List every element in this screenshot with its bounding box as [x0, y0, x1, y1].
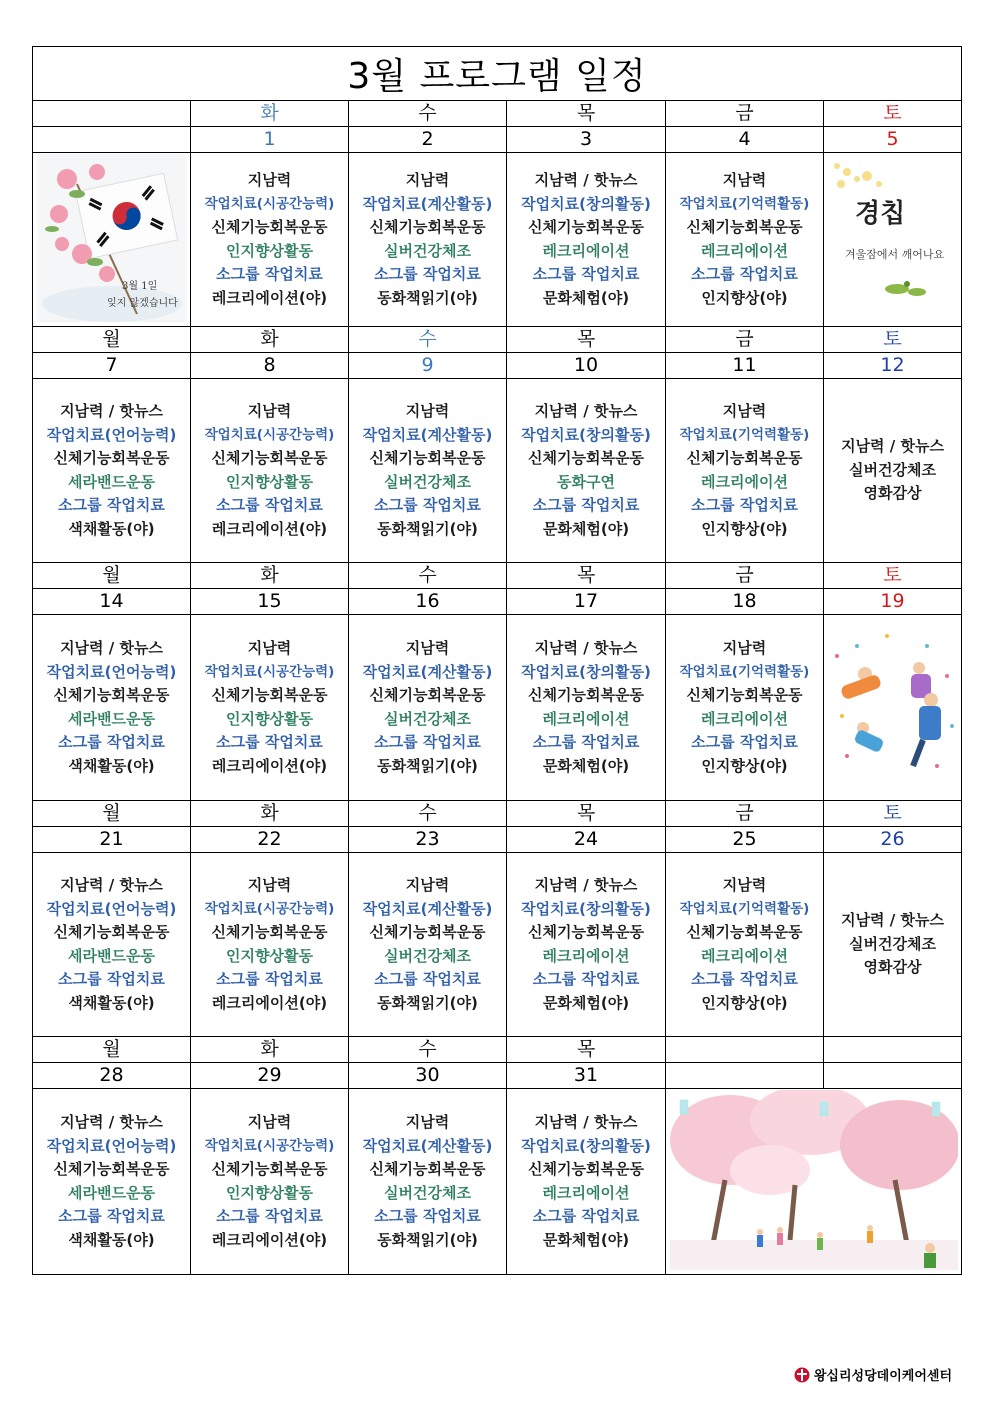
gyeongchip-subtitle: 겨울잠에서 깨어나요 [844, 247, 944, 261]
day-label: 월 [33, 563, 191, 589]
catholic-cross-logo-icon [794, 1367, 810, 1383]
week1-date-row [33, 127, 962, 153]
day-label: 수 [349, 801, 507, 827]
week5-day-header [33, 1037, 962, 1063]
date-number: 8 [191, 353, 349, 379]
date-number: 19 [824, 589, 962, 615]
day-label: 수 [349, 1037, 507, 1063]
schedule-cell-mar17: 지남력 / 핫뉴스 작업치료(창의활동) 신체기능회복운동 레크리에이션 소그룹 작업치료 문화체험(야) [507, 615, 666, 801]
date-number: 2 [349, 127, 507, 153]
date-number: 21 [33, 827, 191, 853]
day-label: 목 [507, 1037, 666, 1063]
date-number: 18 [666, 589, 824, 615]
schedule-cell-mar7: 지남력 / 핫뉴스 작업치료(언어능력) 신체기능회복운동 세라밴드운동 소그룹 작업치료 색채활동(야) [33, 379, 191, 563]
date-number: 3 [507, 127, 666, 153]
date-number: 23 [349, 827, 507, 853]
date-number: 24 [507, 827, 666, 853]
day-label [666, 1037, 824, 1063]
week2-day-header [33, 327, 962, 353]
schedule-cell-mar29: 지남력 작업치료(시공간능력) 신체기능회복운동 인지향상활동 소그룹 작업치료 레크리에이션(야) [191, 1089, 349, 1275]
day-label: 화 [191, 563, 349, 589]
page-title: 3월 프로그램 일정 [33, 47, 962, 101]
date-number: 25 [666, 827, 824, 853]
schedule-cell-mar22: 지남력 작업치료(시공간능력) 신체기능회복운동 인지향상활동 소그룹 작업치료 레크리에이션(야) [191, 853, 349, 1037]
frog-icon [827, 154, 959, 322]
day-label [824, 1037, 962, 1063]
schedule-cell-mar26: 지남력 / 핫뉴스 실버건강체조 영화감상 [824, 853, 962, 1037]
date-number: 14 [33, 589, 191, 615]
schedule-cell-mar25: 지남력 작업치료(기억력활동) 신체기능회복운동 레크리에이션 소그룹 작업치료 인지향상(야) [666, 853, 824, 1037]
schedule-cell-mar16: 지남력 작업치료(계산활동) 신체기능회복운동 실버건강체조 소그룹 작업치료 동화책읽기(야) [349, 615, 507, 801]
day-label: 금 [666, 101, 824, 127]
day-label: 금 [666, 801, 824, 827]
date-number: 29 [191, 1063, 349, 1089]
date-number: 9 [349, 353, 507, 379]
date-number: 4 [666, 127, 824, 153]
week4-date-row [33, 827, 962, 853]
march1-caption-sub: 잊지 않겠습니다 [106, 297, 178, 309]
day-label: 화 [191, 101, 349, 127]
week3-date-row [33, 589, 962, 615]
day-label: 화 [191, 801, 349, 827]
day-label: 목 [507, 801, 666, 827]
date-number [666, 1063, 824, 1089]
date-number: 17 [507, 589, 666, 615]
march-first-illustration [33, 153, 191, 327]
day-label: 화 [191, 327, 349, 353]
schedule-cell-mar21: 지남력 / 핫뉴스 작업치료(언어능력) 신체기능회복운동 세라밴드운동 소그룹 작업치료 색채활동(야) [33, 853, 191, 1037]
date-number: 30 [349, 1063, 507, 1089]
day-label: 토 [824, 327, 962, 353]
day-label: 목 [507, 563, 666, 589]
date-number: 26 [824, 827, 962, 853]
march1-caption: 3월 1일 [121, 280, 157, 292]
day-label [33, 101, 191, 127]
week2-date-row [33, 353, 962, 379]
date-number: 5 [824, 127, 962, 153]
date-number: 28 [33, 1063, 191, 1089]
date-number: 11 [666, 353, 824, 379]
day-label: 월 [33, 1037, 191, 1063]
gyeongchip-title: 경칩 [854, 198, 905, 229]
date-number: 7 [33, 353, 191, 379]
schedule-cell-mar9: 지남력 작업치료(계산활동) 신체기능회복운동 실버건강체조 소그룹 작업치료 동화책읽기(야) [349, 379, 507, 563]
day-label: 토 [824, 801, 962, 827]
day-label: 토 [824, 101, 962, 127]
cherry-blossom-icon [670, 1090, 958, 1270]
schedule-cell-mar23: 지남력 작업치료(계산활동) 신체기능회복운동 실버건강체조 소그룹 작업치료 동화책읽기(야) [349, 853, 507, 1037]
day-label: 금 [666, 563, 824, 589]
schedule-cell-mar28: 지남력 / 핫뉴스 작업치료(언어능력) 신체기능회복운동 세라밴드운동 소그룹 작업치료 색채활동(야) [33, 1089, 191, 1275]
date-number [824, 1063, 962, 1089]
schedule-cell-mar10: 지남력 / 핫뉴스 작업치료(창의활동) 신체기능회복운동 동화구연 소그룹 작업치료 문화체험(야) [507, 379, 666, 563]
day-label: 월 [33, 327, 191, 353]
day-label: 화 [191, 1037, 349, 1063]
schedule-cell-mar1: 지남력 작업치료(시공간능력) 신체기능회복운동 인지향상활동 소그룹 작업치료 레크리에이션(야) [191, 153, 349, 327]
week5-date-row [33, 1063, 962, 1089]
schedule-cell-mar4: 지남력 작업치료(기억력활동) 신체기능회복운동 레크리에이션 소그룹 작업치료 인지향상(야) [666, 153, 824, 327]
date-number: 1 [191, 127, 349, 153]
week1-day-header [33, 101, 962, 127]
date-number: 12 [824, 353, 962, 379]
day-label: 금 [666, 327, 824, 353]
people-circle-illustration [824, 615, 962, 801]
date-number: 16 [349, 589, 507, 615]
schedule-cell-mar14: 지남력 / 핫뉴스 작업치료(언어능력) 신체기능회복운동 세라밴드운동 소그룹 작업치료 색채활동(야) [33, 615, 191, 801]
week4-day-header [33, 801, 962, 827]
schedule-cell-mar31: 지남력 / 핫뉴스 작업치료(창의활동) 신체기능회복운동 레크리에이션 소그룹 작업치료 문화체험(야) [507, 1089, 666, 1275]
day-label: 수 [349, 327, 507, 353]
schedule-table [32, 46, 962, 1275]
date-number [33, 127, 191, 153]
schedule-cell-mar11: 지남력 작업치료(기억력활동) 신체기능회복운동 레크리에이션 소그룹 작업치료 인지향상(야) [666, 379, 824, 563]
day-label: 목 [507, 327, 666, 353]
schedule-cell-mar2: 지남력 작업치료(계산활동) 신체기능회복운동 실버건강체조 소그룹 작업치료 동화책읽기(야) [349, 153, 507, 327]
schedule-cell-mar3: 지남력 / 핫뉴스 작업치료(창의활동) 신체기능회복운동 레크리에이션 소그룹 작업치료 문화체험(야) [507, 153, 666, 327]
date-number: 31 [507, 1063, 666, 1089]
schedule-cell-mar12: 지남력 / 핫뉴스 실버건강체조 영화감상 [824, 379, 962, 563]
people-icon [827, 616, 959, 796]
korean-flag-icon [37, 154, 187, 322]
day-label: 목 [507, 101, 666, 127]
day-label: 수 [349, 101, 507, 127]
footer-organization [794, 1365, 952, 1384]
footer-text: 왕십리성당데이케어센터 [813, 1369, 952, 1384]
day-label: 수 [349, 563, 507, 589]
schedule-cell-mar8: 지남력 작업치료(시공간능력) 신체기능회복운동 인지향상활동 소그룹 작업치료 레크리에이션(야) [191, 379, 349, 563]
schedule-cell-mar30: 지남력 작업치료(계산활동) 신체기능회복운동 실버건강체조 소그룹 작업치료 동화책읽기(야) [349, 1089, 507, 1275]
schedule-cell-mar24: 지남력 / 핫뉴스 작업치료(창의활동) 신체기능회복운동 레크리에이션 소그룹 작업치료 문화체험(야) [507, 853, 666, 1037]
day-label: 토 [824, 563, 962, 589]
schedule-cell-mar18: 지남력 작업치료(기억력활동) 신체기능회복운동 레크리에이션 소그룹 작업치료 인지향상(야) [666, 615, 824, 801]
gyeongchip-illustration [824, 153, 962, 327]
schedule-cell-mar15: 지남력 작업치료(시공간능력) 신체기능회복운동 인지향상활동 소그룹 작업치료 레크리에이션(야) [191, 615, 349, 801]
date-number: 15 [191, 589, 349, 615]
date-number: 22 [191, 827, 349, 853]
week3-day-header [33, 563, 962, 589]
date-number: 10 [507, 353, 666, 379]
day-label: 월 [33, 801, 191, 827]
cherry-blossom-illustration [666, 1089, 962, 1275]
